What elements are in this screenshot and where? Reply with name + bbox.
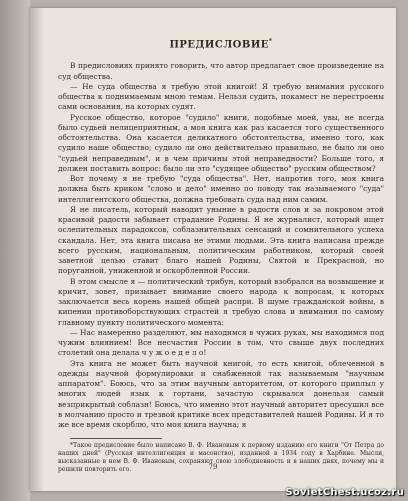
book-edge-shadow [0,0,30,501]
paragraph: Вот почему я не требую "суда общества". Нет, напротив того, моя книга должна быть криком "слово и дело" именно по поводу так называемого "суда" интеллигентского общества, должна требовать суда над ним самим. [58,174,384,204]
book-page [30,8,396,491]
paragraph: В этом смысле я — политический трибун, который взобрался на возвышение и кричит, зовет, призывает внимание своего народа к вопросам, к которых заключается весь корень нашей общей распри. В шуме гражданской войны, в кипении противоборствующих страстей я требую слова и внимания по самому главному пункту политического момента: [58,276,384,327]
page-content [58,36,384,474]
title-text: ПРЕДИСЛОВИЕ [169,39,269,51]
watermark: SovietChest.ucoz.ru [285,487,404,498]
paragraph: Я не писатель, который наводит уныние в радости слов и за покровом этой красивой радости забывает страдание Родины. Я не журналист, который ищет ослепительных парадоксов, соблазнительных сенсаций и сомнительного успеха скандала. Нет, эта книга писана не этими людьми. Эта книга написана прежде всего русским, национальным, политическим работником, который своей заветной целью ставит благо нашей Родины, Святой и Прекрасной, но поруганной, униженной и оскорбленной России. [58,204,384,276]
paragraph: — Не суда общества я требую этой книгой! Я требую внимания русского общества к поднимаемым мною темам. Нельзя судить, покамест не перестроены сами основания, на которых судят. [58,81,384,112]
paragraph: Эта книга не может быть научной книгой, то есть книгой, облеченной в одежды научной формулировки и снабженной так называемым "научным аппаратом". Боюсь, что за этим научным авторитетом, от которого приплыл у многих людей язык к гортани, зачастую скрывался донельзя самый везприкрытый соблазн! Боюсь, что именно этот научный авторитет пресушил все в молчанию просто и трезвой критике всех представителей нашей Родины. И я то же все время скорблю, что моя книга научна; я [58,358,384,430]
page-gutter-shadow [30,8,44,491]
title-footnote-mark: * [268,38,273,45]
paragraph: — Нас намеренно разделяют, мы находимся в чужих руках, мы находимся под чужим влиянием! Все несчастия России в том, что свыше двух последних столетий она делала ч у ж о е д е л о! [58,327,384,358]
paragraph: Русское общество, которое "судило" книги, подобные моей, увы, не всегда было судьей нелицеприятным, а моя книга как раз касается того существенного обстоятельства. Она касается деликатного обстоятельства, именно того, как судило наше общество; судило ли оно действительно правильно, не было ли оно "судьей неправедным", и в чем причины этой неправедности? Больше того, я должен поставить вопрос: было ли это "судящее общество" русским обществом? [58,112,384,173]
footnote-divider [70,438,162,439]
footnote: *Такое предисловие было написано В. Ф. Ивановым к первому изданию его книги "От Петра до наших дней" (Русская интеллигенция и масонство), изданной в 1934 году в Харбине. Мысли, высказанные в нем В. Ф. Ивановым, сохраняют свою злободневность и в наших днях, почему мы и решили повторить его. [58,442,384,474]
paragraph: В предисловиях принято говорить, что автор предлагает свое произведение на суд общества. [58,61,384,81]
page-title [58,36,384,51]
page-number: 79 [208,463,218,471]
